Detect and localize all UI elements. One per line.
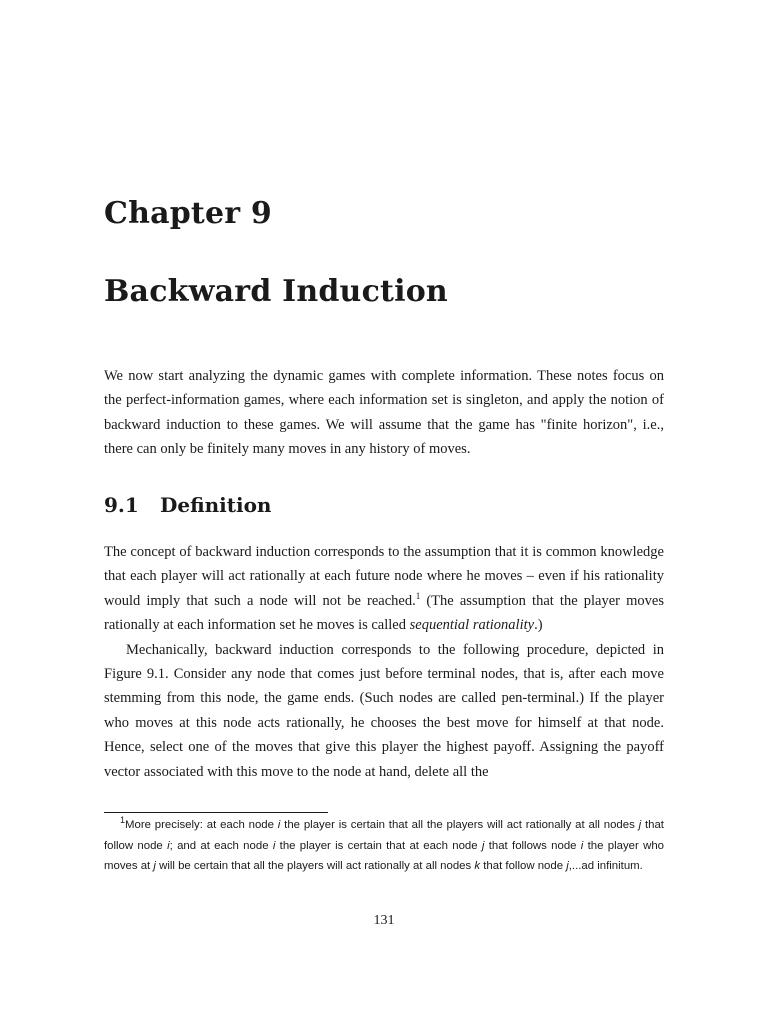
math-var: j xyxy=(153,860,156,872)
paragraph-text: (The assumption that the player moves rationally at each information set he moves is called xyxy=(104,592,664,634)
footnote-number: 1 xyxy=(120,815,126,826)
chapter-label: Chapter 9 xyxy=(104,196,272,231)
paragraph-text: The concept of backward induction corresponds to the assumption that it is common knowledge that each player will act rationally at each future node where he moves – even if his rationality would imply that such a node will not be reached. xyxy=(104,544,664,609)
paragraph-backward-induction-concept xyxy=(104,540,664,638)
section-title: Definition xyxy=(160,493,272,517)
math-var: j xyxy=(638,819,642,831)
footnote-text: More precisely: at each node xyxy=(125,819,278,831)
paragraph-procedure: Mechanically, backward induction corresponds to the following procedure, depicted in Figure 9.1. Consider any node that comes just before terminal nodes, that is, after each move stemming from this node, the game ends. (Such nodes are called pen-terminal.) If the player who moves at this node acts rationally, he chooses the best move for himself at that node. Hence, select one of the moves that give this player the highest payoff. Assigning the payoff vector associated with this move to the node at hand, delete all the xyxy=(104,641,664,780)
footnote-text: the player is certain that all the players will act rationally at all nodes xyxy=(280,819,639,831)
intro-paragraph: We now start analyzing the dynamic games with complete information. These notes focus on the perfect-information games, where each information set is singleton, and apply the notion of backward induction to these games. We will assume that the game has "finite horizon", i.e., there can only be finitely many moves in any history of moves. xyxy=(104,368,664,458)
section-heading xyxy=(104,493,271,517)
chapter-title: Backward Induction xyxy=(104,274,448,309)
footnote-text: ,...ad infinitum. xyxy=(568,860,643,872)
footnote-text: that follows node xyxy=(484,839,581,852)
paragraph-text: .) xyxy=(534,617,543,634)
footnote-divider xyxy=(104,812,328,813)
math-var: i xyxy=(580,839,584,852)
math-var: i xyxy=(277,819,281,831)
emphasis-term: sequential rationality xyxy=(409,617,535,634)
math-var: j xyxy=(481,839,485,852)
footnote-text: that follow node xyxy=(480,860,567,872)
footnote-text: ; and at each node xyxy=(169,839,273,852)
footnote-marker[interactable]: 1 xyxy=(415,590,421,601)
footnote-text: that follow node xyxy=(104,819,664,852)
footnote-text: the player who moves at xyxy=(104,839,664,872)
footnote-text: will be certain that all the players will act rationally at all nodes xyxy=(155,860,475,872)
math-var: j xyxy=(566,860,569,872)
page xyxy=(104,0,664,1024)
math-var: i xyxy=(272,839,276,852)
section-number: 9.1 xyxy=(104,493,139,517)
section-body xyxy=(104,540,664,784)
math-var: k xyxy=(474,860,481,872)
footnote-text: the player is certain that at each node xyxy=(275,839,482,852)
page-number: 131 xyxy=(373,913,395,928)
math-var: i xyxy=(167,839,170,852)
footnote xyxy=(104,815,664,877)
